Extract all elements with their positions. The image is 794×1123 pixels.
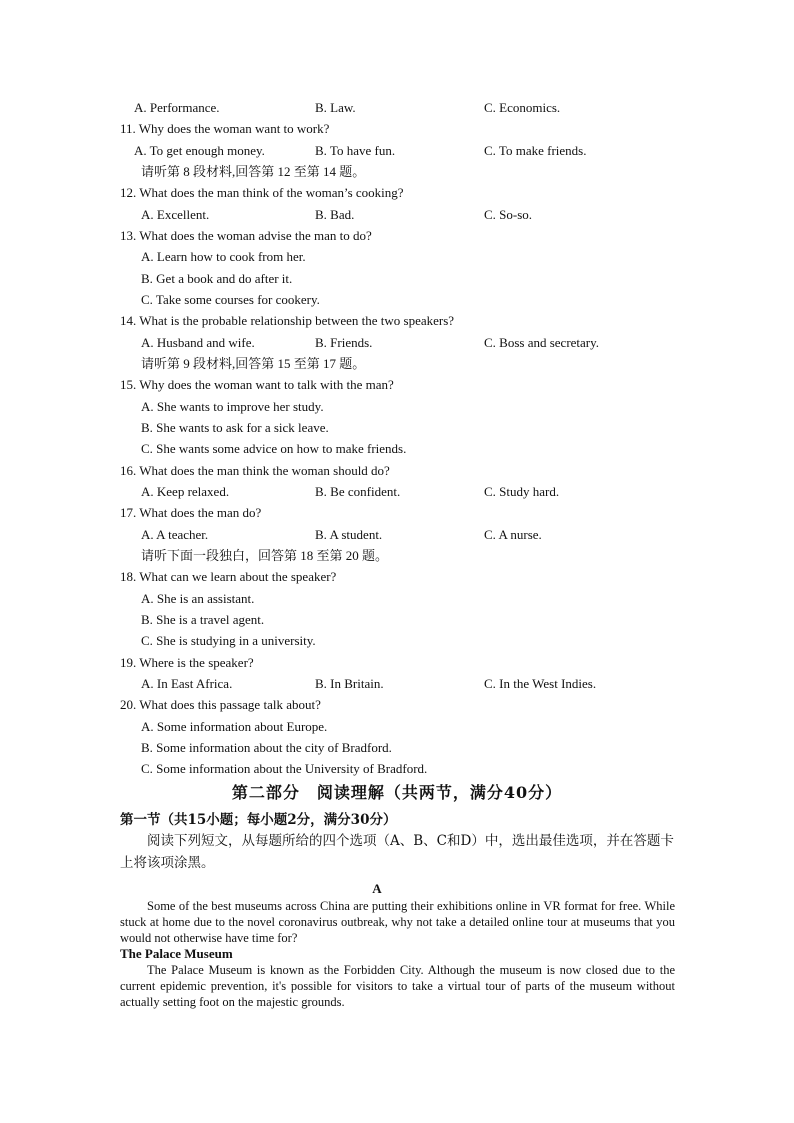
passage-paragraph-2: The Palace Museum is known as the Forbidden City. Although the museum is now closed due to the current epidemic prevention, it's possible for visitors to take a virtual tour of parts of the museum without actually setting foot on the majestic grounds.: [120, 963, 675, 1009]
section-one-heading: 第一节（共15小题；每小题2分，满分30分）: [120, 812, 397, 828]
q11-option-b: B. To have fun.: [315, 143, 396, 158]
question-20: 20. What does this passage talk about?: [120, 697, 321, 712]
question-12: 12. What does the man think of the woman’s cooking?: [120, 185, 404, 200]
q13-option-c: C. Take some courses for cookery.: [141, 292, 320, 307]
q10-option-b: B. Law.: [315, 100, 356, 115]
instruction-passage-8: 请听第 8 段材料,回答第 12 至第 14 题。: [141, 164, 366, 179]
passage-subheading: The Palace Museum: [120, 946, 233, 961]
passage-label: A: [372, 881, 382, 896]
part-two-heading: 第二部分 阅读理解（共两节，满分40分）: [231, 783, 563, 802]
q11-option-a: A. To get enough money.: [134, 143, 265, 158]
q20-option-a: A. Some information about Europe.: [141, 719, 328, 734]
q14-option-a: A. Husband and wife.: [141, 335, 255, 350]
q20-option-b: B. Some information about the city of Bradford.: [141, 740, 392, 755]
q12-option-b: B. Bad.: [315, 207, 355, 222]
reading-instructions: 阅读下列短文，从每题所给的四个选项（A、B、C和D）中，选出最佳选项，并在答题卡上将该项涂黑。: [120, 833, 674, 871]
q17-option-a: A. A teacher.: [141, 527, 209, 542]
question-19: 19. Where is the speaker?: [120, 655, 254, 670]
q14-option-c: C. Boss and secretary.: [484, 335, 600, 350]
q11-option-c: C. To make friends.: [484, 143, 587, 158]
question-11: 11. Why does the woman want to work?: [120, 121, 330, 136]
q10-option-a: A. Performance.: [134, 100, 220, 115]
q13-option-b: B. Get a book and do after it.: [141, 271, 293, 286]
question-16: 16. What does the man think the woman should do?: [120, 463, 390, 478]
q19-option-a: A. In East Africa.: [141, 676, 233, 691]
instruction-passage-9: 请听第 9 段材料,回答第 15 至第 17 题。: [141, 356, 366, 371]
q19-option-c: C. In the West Indies.: [484, 676, 597, 691]
instruction-monologue: 请听下面一段独白，回答第 18 至第 20 题。: [141, 548, 389, 563]
q13-option-a: A. Learn how to cook from her.: [141, 249, 306, 264]
q18-option-c: C. She is studying in a university.: [141, 633, 316, 648]
q12-option-c: C. So-so.: [484, 207, 533, 222]
q10-option-c: C. Economics.: [484, 100, 561, 115]
question-18: 18. What can we learn about the speaker?: [120, 569, 337, 584]
q18-option-a: A. She is an assistant.: [141, 591, 255, 606]
q14-option-b: B. Friends.: [315, 335, 373, 350]
q15-option-c: C. She wants some advice on how to make friends.: [141, 441, 407, 456]
q16-option-c: C. Study hard.: [484, 484, 560, 499]
q17-option-b: B. A student.: [315, 527, 383, 542]
question-14: 14. What is the probable relationship between the two speakers?: [120, 313, 455, 328]
question-13: 13. What does the woman advise the man to do?: [120, 228, 372, 243]
q15-option-a: A. She wants to improve her study.: [141, 399, 324, 414]
q12-option-a: A. Excellent.: [141, 207, 210, 222]
q20-option-c: C. Some information about the University of Bradford.: [141, 761, 428, 776]
q17-option-c: C. A nurse.: [484, 527, 542, 542]
question-15: 15. Why does the woman want to talk with the man?: [120, 377, 394, 392]
q18-option-b: B. She is a travel agent.: [141, 612, 265, 627]
q16-option-b: B. Be confident.: [315, 484, 401, 499]
q15-option-b: B. She wants to ask for a sick leave.: [141, 420, 329, 435]
q16-option-a: A. Keep relaxed.: [141, 484, 230, 499]
q19-option-b: B. In Britain.: [315, 676, 384, 691]
passage-intro-paragraph: Some of the best museums across China are putting their exhibitions online in VR format for free. While stuck at home due to the novel coronavirus outbreak, why not take a detailed online tour at museums that you would not otherwise have time for?: [120, 899, 675, 945]
question-17: 17. What does the man do?: [120, 505, 262, 520]
